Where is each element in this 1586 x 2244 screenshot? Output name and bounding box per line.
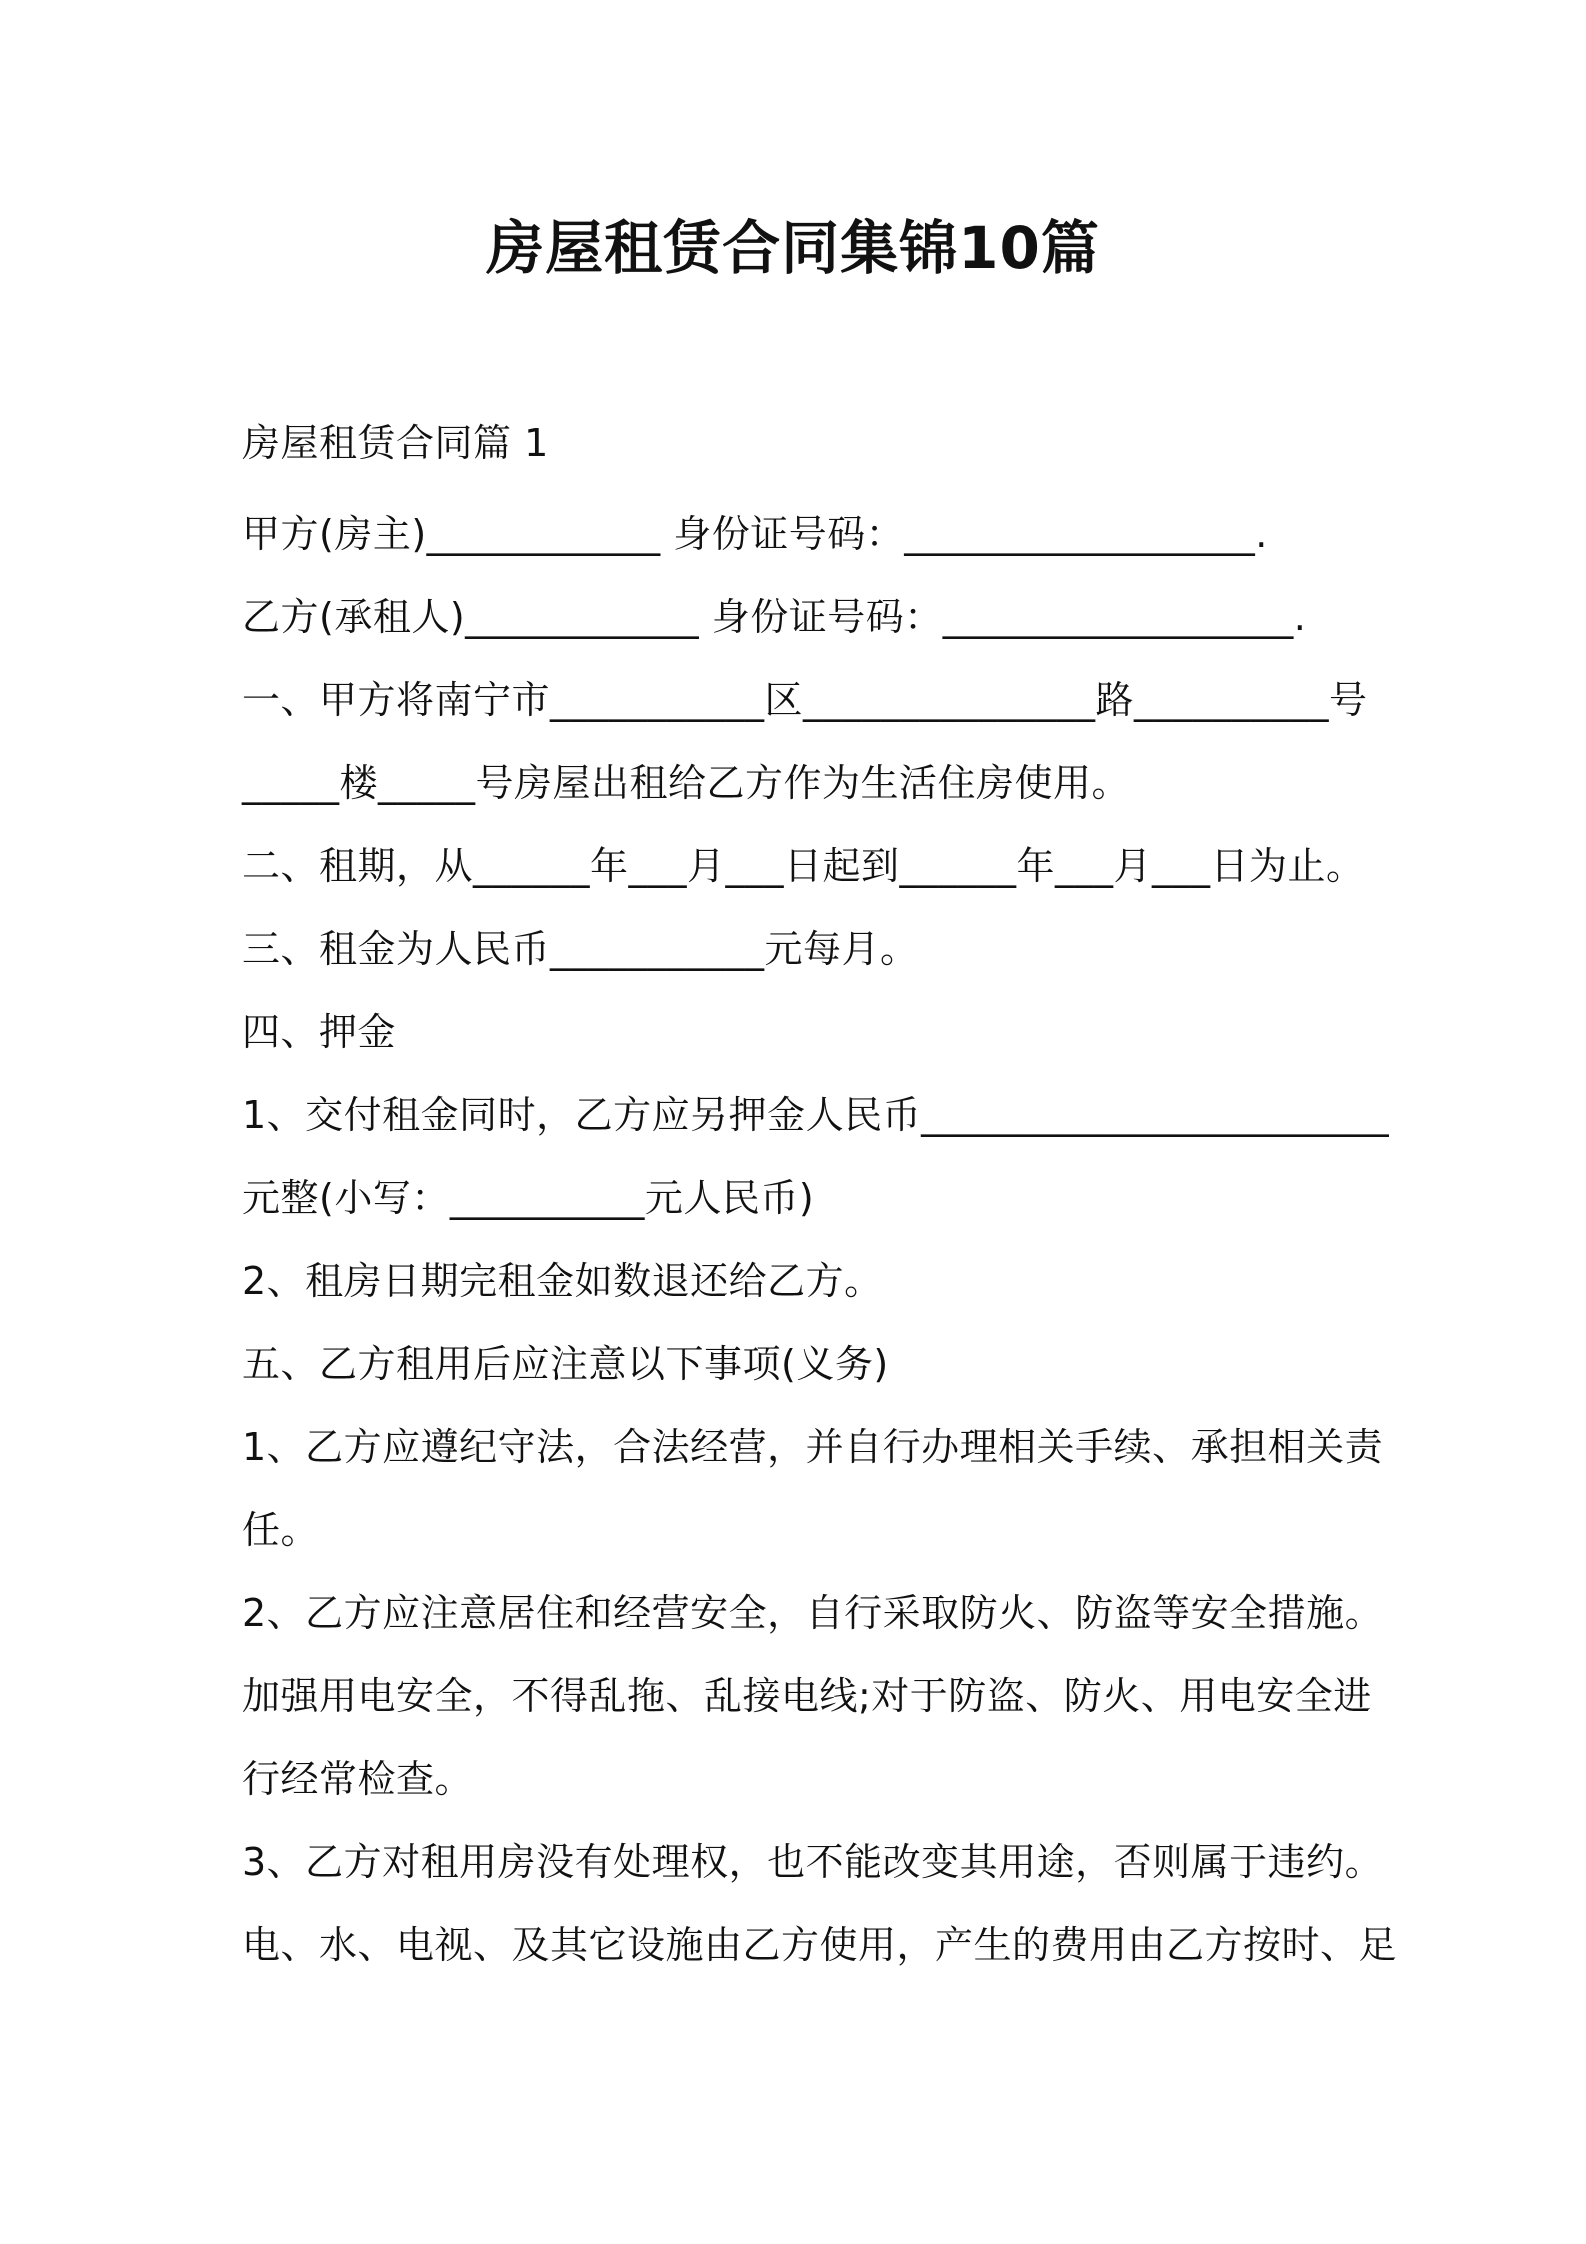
paragraph-line: 1、交付租金同时，乙方应另押金人民币________________________ bbox=[242, 1093, 1390, 1137]
paragraph-line: 3、乙方对租用房没有处理权，也不能改变其用途，否则属于违约。 bbox=[242, 1840, 1384, 1884]
document-body bbox=[242, 402, 1398, 1987]
paragraph-line: 加强用电安全，不得乱拖、乱接电线;对于防盗、防火、用电安全进 bbox=[242, 1674, 1372, 1718]
document-title: 房屋租赁合同集锦10篇 bbox=[486, 214, 1100, 282]
paragraph-line: 1、乙方应遵纪守法，合法经营，并自行办理相关手续、承担相关责 bbox=[242, 1425, 1384, 1469]
paragraph-line: 三、租金为人民币___________元每月。 bbox=[242, 927, 919, 971]
paragraph-line: _____楼_____号房屋出租给乙方作为生活住房使用。 bbox=[242, 761, 1131, 805]
paragraph-line: 行经常检查。 bbox=[242, 1757, 474, 1801]
paragraph-line: 2、乙方应注意居住和经营安全，自行采取防火、防盗等安全措施。 bbox=[242, 1591, 1384, 1635]
paragraph-line: 五、乙方租用后应注意以下事项(义务) bbox=[242, 1342, 889, 1386]
paragraph-line: 任。 bbox=[242, 1508, 320, 1552]
paragraph-line: 四、押金 bbox=[242, 1010, 397, 1054]
paragraph-line: 一、甲方将南宁市___________区_______________路__________号 bbox=[242, 678, 1368, 722]
section-title: 房屋租赁合同篇 1 bbox=[242, 421, 549, 465]
paragraph-line: 乙方(承租人)____________ 身份证号码：__________________. bbox=[242, 595, 1307, 639]
paragraph-line: 电、水、电视、及其它设施由乙方使用，产生的费用由乙方按时、足 bbox=[242, 1923, 1398, 1967]
paragraph-line: 二、租期，从______年___月___日起到______年___月___日为止。 bbox=[242, 844, 1365, 888]
paragraph-line: 元整(小写：__________元人民币) bbox=[242, 1176, 815, 1220]
paragraph-line: 甲方(房主)____________ 身份证号码：__________________. bbox=[242, 512, 1268, 556]
paragraph-line: 2、租房日期完租金如数退还给乙方。 bbox=[242, 1259, 883, 1303]
